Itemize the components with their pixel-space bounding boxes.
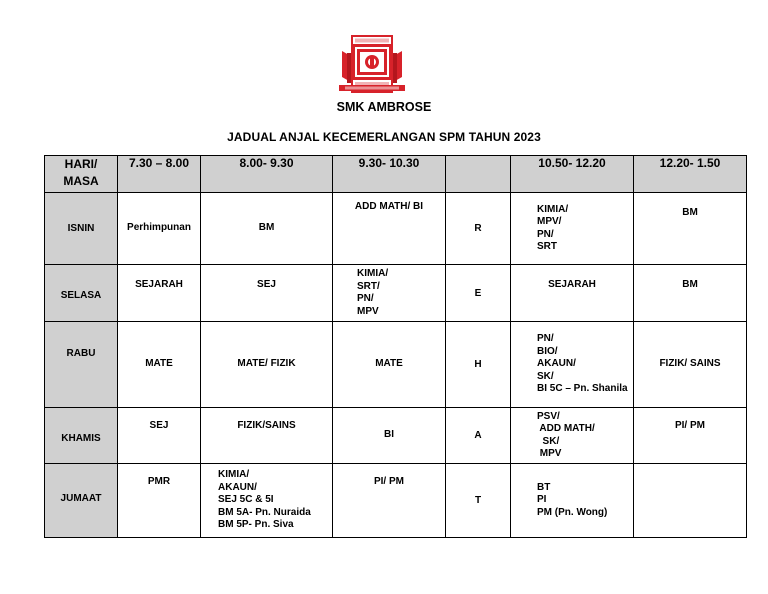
- cell-line: BIO/: [537, 345, 558, 357]
- slot-cell: [511, 464, 634, 538]
- cell-content: [675, 420, 705, 433]
- day-cell: ISNIN: [45, 193, 118, 265]
- page-title: JADUAL ANJAL KECEMERLANGAN SPM TAHUN 2023: [227, 130, 541, 144]
- cell-line: BM: [682, 207, 698, 218]
- cell-line: KIMIA/: [218, 469, 250, 481]
- cell-content: [682, 279, 698, 292]
- cell-content: [257, 279, 276, 292]
- slot-cell: [201, 193, 333, 265]
- school-name: SMK AMBROSE: [336, 100, 432, 114]
- cell-content: [135, 279, 183, 292]
- slot-cell: [333, 408, 446, 464]
- slot-cell: [634, 265, 747, 322]
- header-slot-3: 9.30- 10.30: [333, 156, 446, 193]
- cell-content: [537, 333, 628, 396]
- cell-line: BM 5P- Pn. Siva: [218, 519, 294, 531]
- cell-content: [237, 358, 295, 371]
- slot-cell: [511, 408, 634, 464]
- cell-line: PN/: [357, 293, 374, 304]
- table-row: [45, 408, 747, 464]
- cell-content: [150, 420, 169, 433]
- cell-content: [659, 358, 720, 371]
- cell-line: MATE: [375, 358, 403, 370]
- cell-line: BM 5A- Pn. Nuraida: [218, 506, 311, 518]
- cell-line: SEJARAH: [548, 279, 596, 290]
- break-cell: T: [446, 464, 511, 538]
- timetable-body: [45, 193, 747, 538]
- slot-cell: [333, 193, 446, 265]
- cell-content: [537, 411, 595, 461]
- cell-content: [384, 429, 394, 442]
- slot-cell: [201, 322, 333, 408]
- cell-line: PI/ PM: [373, 476, 404, 487]
- cell-line: PMR: [147, 476, 171, 487]
- timetable: [44, 155, 747, 538]
- cell-line: SRT: [537, 241, 557, 252]
- cell-line: BI 5C – Pn. Shanila: [537, 383, 628, 395]
- header-slot-1: 7.30 – 8.00: [118, 156, 201, 193]
- cell-line: PM (Pn. Wong): [537, 506, 608, 518]
- break-cell: E: [446, 265, 511, 322]
- slot-cell: [118, 464, 201, 538]
- slot-cell: [118, 322, 201, 408]
- cell-content: [218, 469, 311, 532]
- cell-line: BI: [384, 429, 394, 441]
- cell-line: MATE: [145, 358, 173, 370]
- cell-line: MPV: [537, 448, 562, 459]
- cell-line: SEJ: [257, 279, 276, 290]
- cell-line: MATE/ FIZIK: [237, 358, 296, 370]
- cell-content: [355, 201, 423, 214]
- cell-line: ADD MATH/ BI: [354, 201, 424, 212]
- break-cell: R: [446, 193, 511, 265]
- cell-line: BM: [682, 279, 698, 290]
- cell-line: BT: [537, 481, 551, 493]
- cell-content: [357, 268, 388, 318]
- slot-cell: [118, 193, 201, 265]
- header-day-line1: HARI/: [64, 157, 98, 171]
- header-day-line2: MASA: [63, 174, 99, 188]
- cell-line: PN/: [537, 333, 554, 345]
- header-day: [45, 156, 118, 193]
- cell-line: AKAUN/: [537, 358, 576, 370]
- cell-content: [537, 482, 607, 520]
- cell-line: PN/: [537, 228, 554, 240]
- header-slot-6: 12.20- 1.50: [634, 156, 747, 193]
- table-row: [45, 464, 747, 538]
- cell-line: ADD MATH/: [537, 423, 595, 434]
- cell-line: Perhimpunan: [127, 222, 191, 234]
- cell-content: [374, 476, 404, 489]
- table-row: [45, 322, 747, 408]
- slot-cell: [511, 193, 634, 265]
- cell-line: KIMIA/: [357, 268, 389, 279]
- cell-line: BM: [258, 222, 275, 234]
- slot-cell: [333, 464, 446, 538]
- table-row: [45, 193, 747, 265]
- cell-line: SEJ 5C & 5I: [218, 494, 274, 506]
- cell-content: [237, 420, 295, 433]
- cell-line: AKAUN/: [218, 481, 257, 493]
- slot-cell: [201, 464, 333, 538]
- cell-line: SEJARAH: [135, 279, 183, 290]
- cell-line: FIZIK/SAINS: [237, 420, 296, 431]
- cell-content: [682, 207, 698, 220]
- slot-cell: [201, 265, 333, 322]
- day-cell: KHAMIS: [45, 408, 118, 464]
- cell-line: SK/: [537, 370, 554, 382]
- cell-content: [145, 358, 173, 371]
- cell-line: MPV/: [537, 216, 562, 227]
- header-slot-5: 10.50- 12.20: [511, 156, 634, 193]
- cell-content: [537, 204, 568, 254]
- school-crest-icon: [339, 33, 405, 97]
- slot-cell: [634, 464, 747, 538]
- cell-content: [127, 222, 191, 235]
- cell-line: PSV/: [537, 410, 560, 422]
- header-slot-2: 8.00- 9.30: [201, 156, 333, 193]
- header-slot-break: [446, 156, 511, 193]
- slot-cell: [511, 322, 634, 408]
- cell-line: FIZIK/ SAINS: [659, 358, 721, 370]
- slot-cell: [634, 408, 747, 464]
- slot-cell: [634, 322, 747, 408]
- slot-cell: [118, 408, 201, 464]
- header-row: [45, 156, 747, 193]
- day-cell: SELASA: [45, 265, 118, 322]
- slot-cell: [634, 193, 747, 265]
- slot-cell: [201, 408, 333, 464]
- cell-content: [548, 279, 596, 292]
- slot-cell: [511, 265, 634, 322]
- cell-content: [375, 358, 403, 371]
- day-cell: JUMAAT: [45, 464, 118, 538]
- cell-content: [259, 222, 275, 235]
- break-cell: A: [446, 408, 511, 464]
- cell-line: PI/ PM: [674, 420, 705, 431]
- cell-line: PI: [537, 494, 547, 506]
- table-row: [45, 265, 747, 322]
- cell-content: [148, 476, 170, 489]
- cell-line: SRT/: [357, 280, 380, 292]
- cell-line: MPV: [357, 305, 379, 317]
- cell-line: SK/: [537, 435, 560, 447]
- cell-line: KIMIA/: [537, 203, 569, 215]
- cell-line: SEJ: [149, 420, 169, 431]
- break-cell: H: [446, 322, 511, 408]
- slot-cell: [118, 265, 201, 322]
- slot-cell: [333, 265, 446, 322]
- slot-cell: [333, 322, 446, 408]
- day-cell: RABU: [45, 322, 118, 408]
